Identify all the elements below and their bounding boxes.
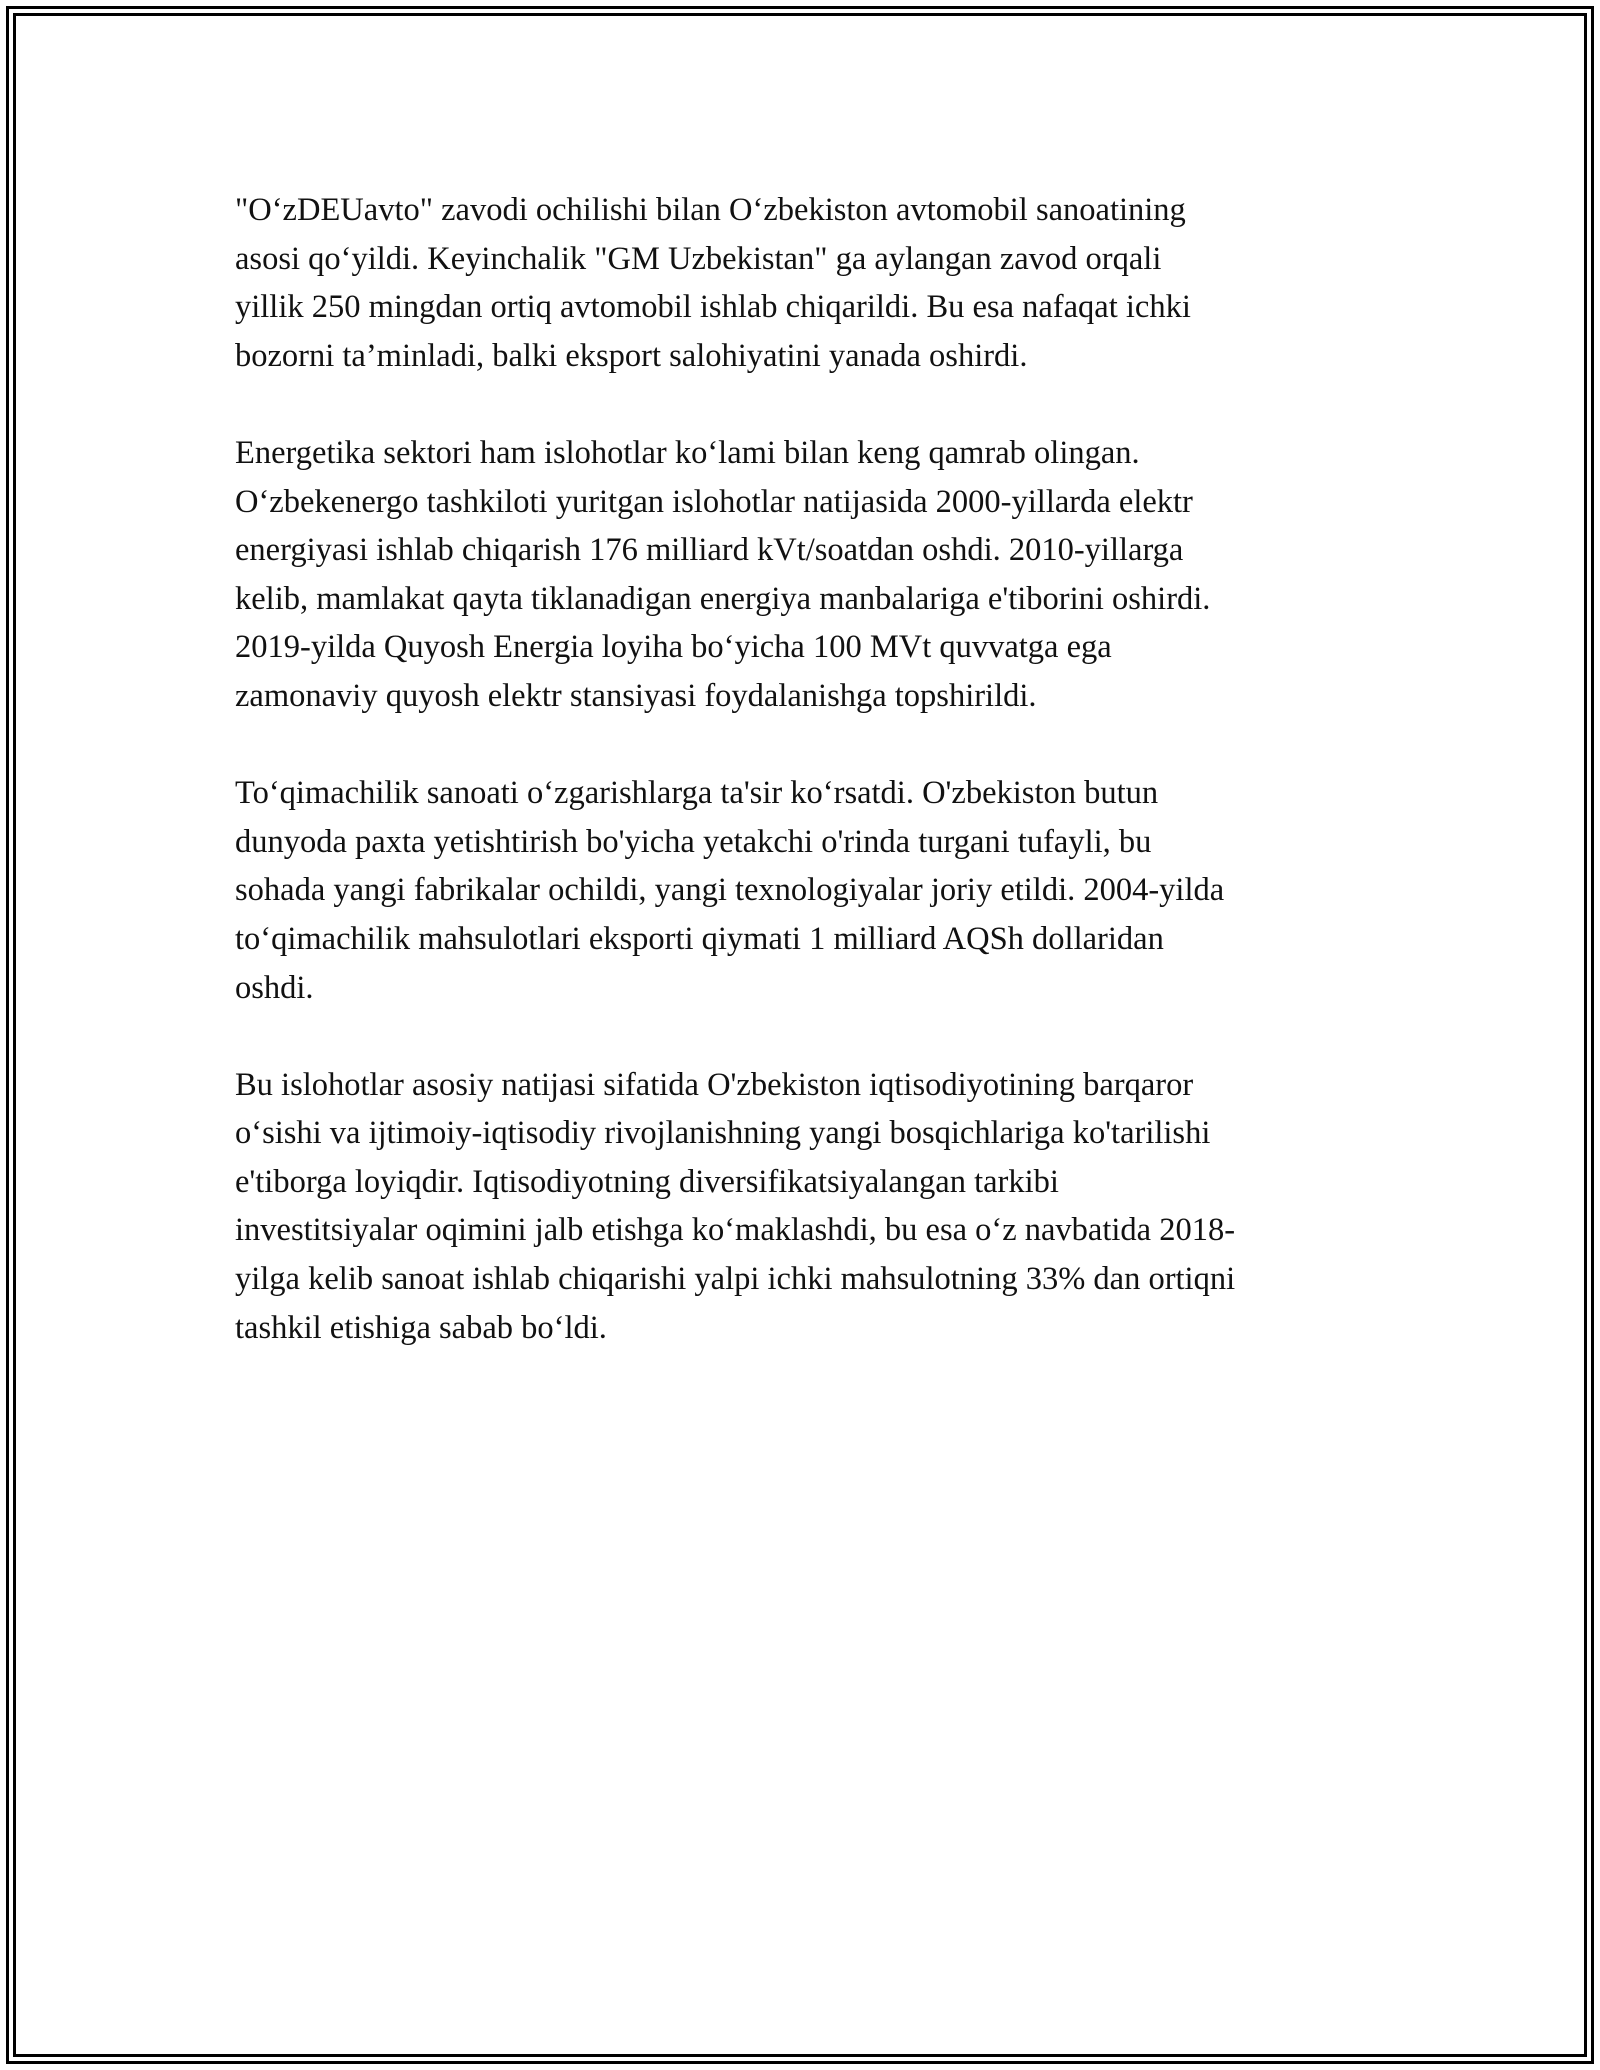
text-line: bozorni ta’minladi, balki eksport salohiyatini yanada oshirdi.: [235, 337, 1028, 374]
paragraph-conclusion: [235, 1061, 1375, 1353]
text-line: investitsiyalar oqimini jalb etishga ko‘maklashdi, bu esa o‘z navbatida 2018-: [235, 1212, 1236, 1249]
text-line: O‘zbekenergo tashkiloti yuritgan islohotlar natijasida 2000-yillarda elektr: [235, 483, 1193, 520]
text-line: yilga kelib sanoat ishlab chiqarishi yalpi ichki mahsulotning 33% dan ortiqni: [235, 1261, 1236, 1298]
text-line: Energetika sektori ham islohotlar ko‘lami bilan keng qamrab olingan.: [235, 434, 1140, 471]
paragraph-energy: [235, 429, 1375, 721]
text-line: "O‘zDEUavto" zavodi ochilishi bilan O‘zbekiston avtomobil sanoatining: [235, 192, 1186, 228]
text-line: o‘sishi va ijtimoiy-iqtisodiy rivojlanishning yangi bosqichlariga ko'tarilishi: [235, 1115, 1211, 1152]
paragraph-automotive: [235, 186, 1375, 380]
text-line: asosi qo‘yildi. Keyinchalik "GM Uzbekistan" ga aylangan zavod orqali: [235, 240, 1162, 277]
document-body: [235, 186, 1375, 1401]
paragraph-textile: [235, 769, 1375, 1012]
text-line: zamonaviy quyosh elektr stansiyasi foydalanishga topshirildi.: [235, 677, 1037, 714]
text-line: yillik 250 mingdan ortiq avtomobil ishlab chiqarildi. Bu esa nafaqat ichki: [235, 289, 1191, 326]
text-line: tashkil etishiga sabab bo‘ldi.: [235, 1309, 607, 1346]
text-line: energiyasi ishlab chiqarish 176 milliard kVt/soatdan oshdi. 2010-yillarga: [235, 532, 1184, 569]
text-line: dunyoda paxta yetishtirish bo'yicha yetakchi o'rinda turgani tufayli, bu: [235, 823, 1152, 860]
text-line: oshdi.: [235, 969, 314, 1006]
text-line: To‘qimachilik sanoati o‘zgarishlarga ta'sir ko‘rsatdi. O'zbekiston butun: [235, 775, 1159, 812]
text-line: e'tiborga loyiqdir. Iqtisodiyotning diversifikatsiyalangan tarkibi: [235, 1163, 1059, 1200]
text-line: sohada yangi fabrikalar ochildi, yangi texnologiyalar joriy etildi. 2004-yilda: [235, 872, 1225, 909]
text-line: kelib, mamlakat qayta tiklanadigan energiya manbalariga e'tiborini oshirdi.: [235, 580, 1211, 617]
text-line: 2019-yilda Quyosh Energia loyiha bo‘yicha 100 MVt quvvatga ega: [235, 629, 1112, 666]
text-line: to‘qimachilik mahsulotlari eksporti qiymati 1 milliard AQSh dollaridan: [235, 920, 1164, 957]
text-line: Bu islohotlar asosiy natijasi sifatida O'zbekiston iqtisodiyotining barqaror: [235, 1066, 1194, 1103]
